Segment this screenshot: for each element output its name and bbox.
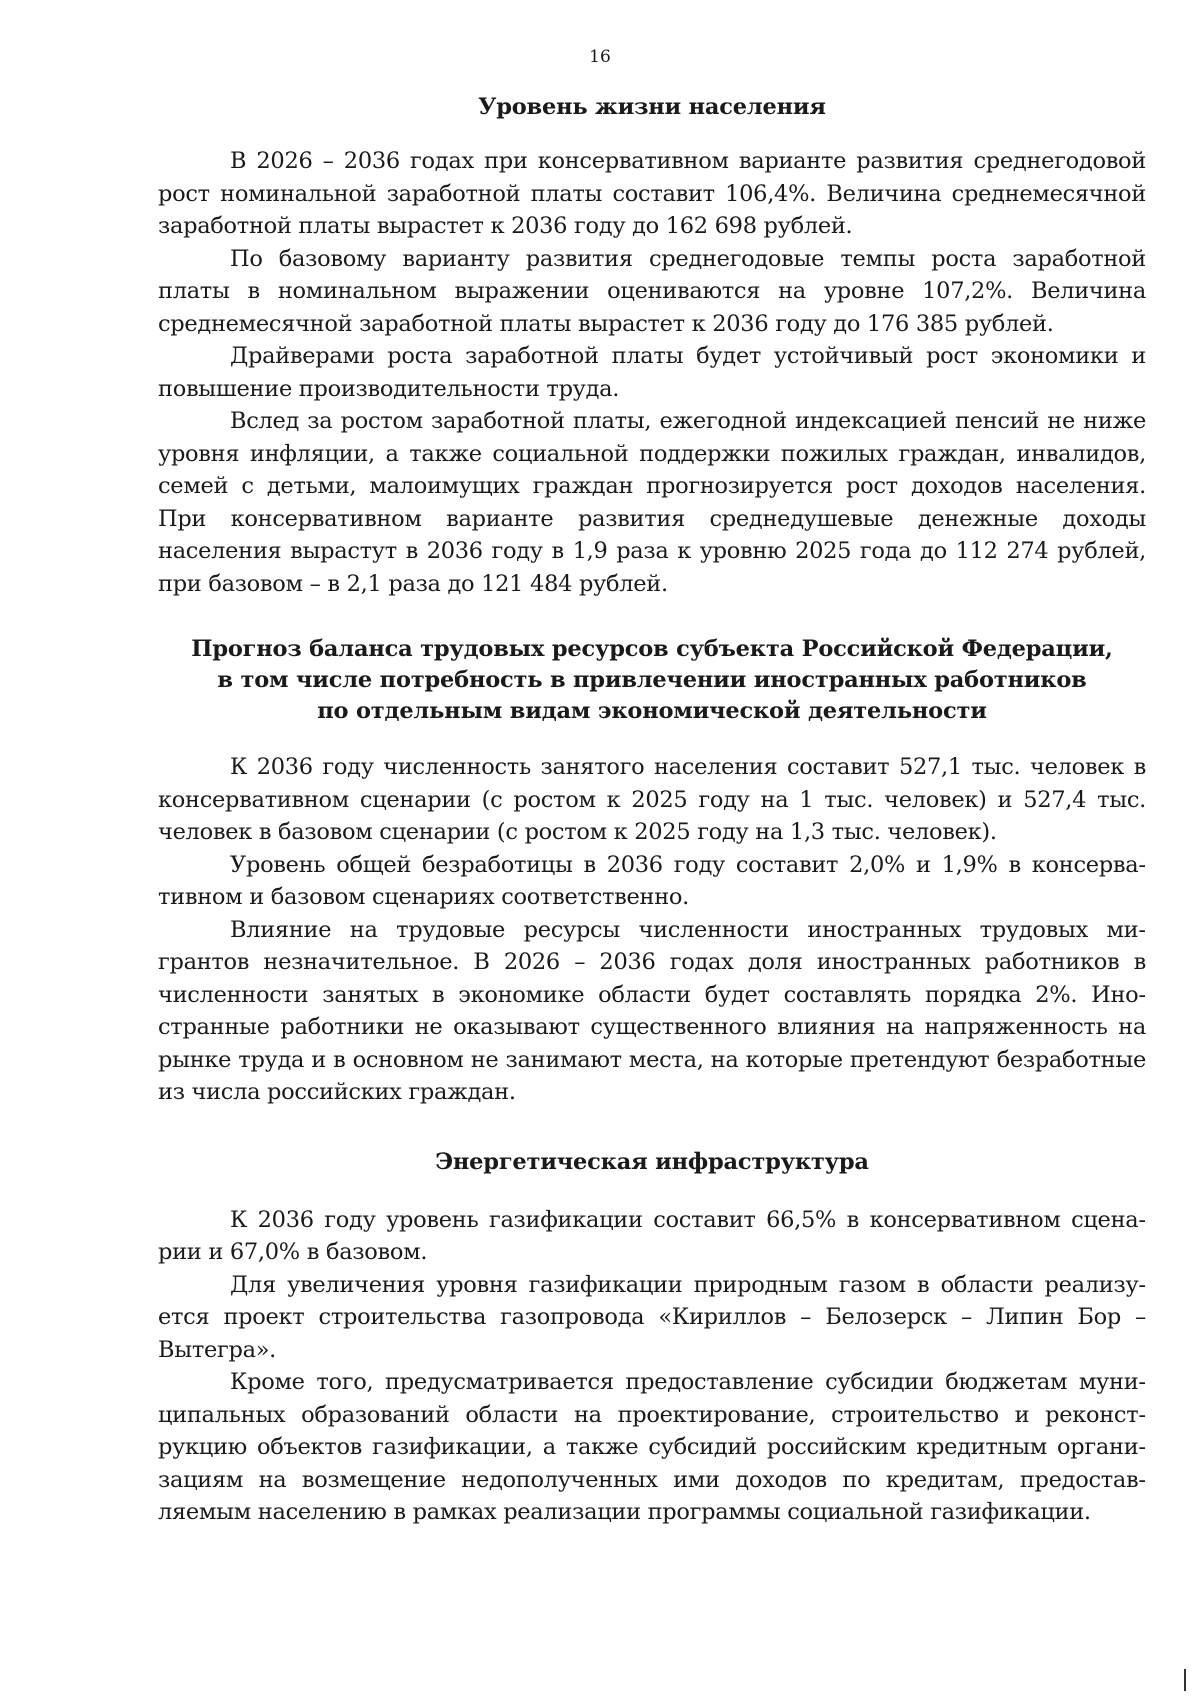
section-living-standards — [158, 92, 1146, 600]
section-heading-line: в том числе потребность в привлечении иностранных работников — [217, 667, 1087, 693]
scan-edge-mark — [1184, 1669, 1186, 1691]
paragraph: Влияние на трудовые ресурсы численности иностранных трудовых мигрантов незначительное. В 2026 – 2036 годах доля иностранных работников в численности занятых в экономике области будет составлять порядка 2%. Иностранные работники не оказывают существенного влияния на напряженность на рынке труда и в основном не занимают места, на которые претендуют безработные из числа российских граждан. — [158, 916, 1146, 1105]
section-heading: Энергетическая инфраструктура — [435, 1148, 869, 1175]
paragraph: В 2026 – 2036 годах при консервативном варианте развития среднегодовой рост номинальной заработной платы составит 106,4%. Величина среднемесячной заработной платы вырастет к 2036 году до 162 698 рублей. — [158, 148, 1146, 239]
page-number: 16 — [589, 47, 611, 67]
section-heading-line: Прогноз баланса трудовых ресурсов субъекта Российской Федерации, — [191, 636, 1113, 662]
paragraph: Уровень общей безработицы в 2036 году составит 2,0% и 1,9% в консервативном и базовом сценариях соответственно. — [158, 851, 1146, 910]
paragraph: Для увеличения уровня газификации природным газом в области реализуется проект строительства газопровода «Кириллов – Белозерск – Липин Бор – Вытегра». — [158, 1271, 1146, 1363]
paragraph: Вслед за ростом заработной платы, ежегодной индексацией пенсий не ниже уровня инфляции, а также социальной поддержки пожилых граждан, инвалидов, семей с детьми, малоимущих граждан прогнозируется рост доходов населения. При консервативном варианте развития среднедушевые денежные доходы населения вырастут в 2036 году в 1,9 раза к уровню 2025 года до 112 274 рублей, при базовом – в 2,1 раза до 121 484 рублей. — [158, 408, 1146, 597]
paragraph: По базовому варианту развития среднегодовые темпы роста заработной платы в номинальном выражении оцениваются на уровне 107,2%. Величина среднемесячной заработной платы вырастет к 2036 году до 176 385 рублей. — [158, 245, 1146, 337]
paragraph: К 2036 году уровень газификации составит 66,5% в консервативном сценарии и 67,0% в базовом. — [158, 1206, 1146, 1265]
section-heading: Уровень жизни населения — [478, 94, 826, 120]
paragraph: Драйверами роста заработной платы будет устойчивый рост экономики и повышение производительности труда. — [158, 343, 1146, 402]
section-heading — [158, 634, 1146, 727]
section-labor-balance — [158, 634, 1146, 1109]
section-heading-line: по отдельным видам экономической деятельности — [317, 698, 987, 724]
page-body — [158, 92, 1146, 1529]
section-energy-infrastructure — [158, 1147, 1146, 1529]
paragraph: Кроме того, предусматривается предоставление субсидии бюджетам муниципальных образований области на проектирование, строительство и реконструкцию объектов газификации, а также субсидий российским кредитным организациям на возмещение недополученных ими доходов по кредитам, предоставляемым населению в рамках реализации программы социальной газификации. — [158, 1369, 1146, 1525]
paragraph: К 2036 году численность занятого населения составит 527,1 тыс. человек в консервативном сценарии (с ростом к 2025 году на 1 тыс. человек) и 527,4 тыс. человек в базовом сценарии (с ростом к 2025 году на 1,3 тыс. человек). — [158, 754, 1146, 845]
